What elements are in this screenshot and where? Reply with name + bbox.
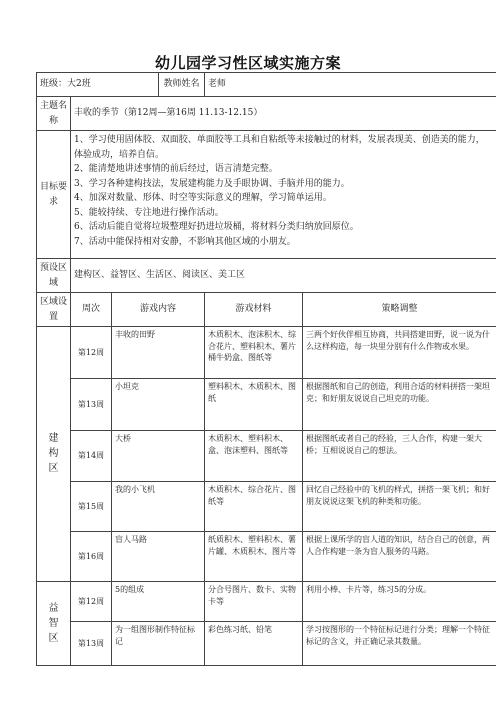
col-content: 游戏内容 <box>112 293 205 327</box>
teacher-label: 教师姓名 <box>159 73 205 97</box>
area-name: 建构区 <box>48 433 59 475</box>
material-cell: 木质积木、泡沫积木、综合花片、塑料积木、薯片桶牛奶盒、图纸等 <box>205 327 303 379</box>
theme-label: 主题名称 <box>37 97 71 131</box>
strategy-cell: 根据图纸和自己的创造，利用合适的材料拼搭一架坦克；和好朋友说说自己坦克的功能。 <box>303 379 496 431</box>
content-cell: 我的小飞机 <box>112 482 205 532</box>
area-name: 益智区 <box>48 602 59 644</box>
theme-value: 丰收的季节（第12周—第16周 11.13-12.15） <box>71 97 496 131</box>
col-week: 周次 <box>71 293 112 327</box>
content-cell: 5的组成 <box>112 582 205 622</box>
table-row <box>37 532 496 582</box>
class-cell: 班级：大2班 <box>37 73 159 97</box>
table-row <box>37 582 496 622</box>
header-row <box>37 73 496 97</box>
table-row <box>37 622 496 666</box>
material-cell: 木质积木、综合花片、图纸等 <box>205 482 303 532</box>
table-row <box>37 327 496 379</box>
area-cell <box>37 327 71 582</box>
goal-item: 2、能清楚地讲述事情的前后经过，语言清楚完整。 <box>74 164 278 174</box>
col-strategy: 策略调整 <box>303 293 496 327</box>
goal-item: 1、学习使用固体胶、双面胶、单面胶等工具和自粘纸等未接触过的材料，发展表现美、创造美的能力，体验成功，培养自信。 <box>74 135 485 160</box>
goal-item: 6、活动后能自觉将垃圾整理好扔进垃圾桶，将材料分类归纳放回原位。 <box>74 222 359 232</box>
strategy-cell: 根据图纸或者自己的经验，三人合作，构建一架大桥；互相说说自己的想法。 <box>303 431 496 482</box>
week-cell: 第15周 <box>71 482 112 532</box>
strategy-cell: 根据上课所学的盲人道的知识，结合自己的创意，两人合作构建一条为盲人服务的马路。 <box>303 532 496 582</box>
material-cell: 纸质积木、塑料积木、薯片罐、木质积木、图片等 <box>205 532 303 582</box>
strategy-cell: 回忆自己经验中的飞机的样式，拼搭一架飞机；和好朋友说说这架飞机的种类和功能。 <box>303 482 496 532</box>
goal-item: 3、学习各种建构技法，发展建构能力及手眼协调、手脑并用的能力。 <box>74 178 350 189</box>
goals-label: 目标要求 <box>37 131 71 259</box>
preset-row <box>37 259 496 293</box>
page-title: 幼儿园学习性区域实施方案 <box>154 54 341 72</box>
goal-item: 4、加深对数量、形体、时空等实际意义的理解，学习简单运用。 <box>74 193 332 203</box>
table-row <box>37 379 496 431</box>
preset-value: 建构区、益智区、生活区、阅读区、美工区 <box>71 259 496 293</box>
material-cell: 木质积木、塑料积木、盒、泡沫塑料、图纸等 <box>205 431 303 482</box>
week-cell: 第16周 <box>71 532 112 582</box>
col-material: 游戏材料 <box>205 293 303 327</box>
content-cell: 小坦克 <box>112 379 205 431</box>
week-cell: 第14周 <box>71 431 112 482</box>
teacher-value: 老师 <box>205 73 496 97</box>
week-cell: 第12周 <box>71 327 112 379</box>
content-cell: 为一组图形制作特征标记 <box>112 622 205 666</box>
content-cell: 大桥 <box>112 431 205 482</box>
material-cell: 分合号图片、数卡、实物卡等 <box>205 582 303 622</box>
content-cell: 盲人马路 <box>112 532 205 582</box>
theme-row <box>37 97 496 131</box>
content-cell: 丰收的田野 <box>112 327 205 379</box>
area-cell <box>37 582 71 666</box>
strategy-cell: 学习按图形的一个特征标记进行分类；理解一个特征标记的含义，并正确记录其数量。 <box>303 622 496 666</box>
goal-item: 7、活动中能保持相对安静，不影响其他区域的小朋友。 <box>74 236 296 247</box>
goal-item: 5、能较持续、专注地进行操作活动。 <box>74 207 224 218</box>
table-row <box>37 431 496 482</box>
column-header-row <box>37 293 496 327</box>
week-cell: 第13周 <box>71 622 112 666</box>
material-cell: 彩色练习纸、铅笔 <box>205 622 303 666</box>
week-cell: 第12周 <box>71 582 112 622</box>
week-cell: 第13周 <box>71 379 112 431</box>
col-area: 区域设置 <box>37 293 71 327</box>
preset-label: 预设区域 <box>37 259 71 293</box>
goals-row <box>37 131 496 259</box>
plan-table <box>36 72 496 666</box>
table-row <box>37 482 496 532</box>
goals-list <box>71 131 496 259</box>
strategy-cell: 三两个好伙伴相互协商，共同搭建田野，说一说为什么这样构造，每一块里分别有什么作物或水果。 <box>303 327 496 379</box>
material-cell: 塑料积木、木质积木、图纸 <box>205 379 303 431</box>
strategy-cell: 利用小棒、卡片等，练习5的分成。 <box>303 582 496 622</box>
